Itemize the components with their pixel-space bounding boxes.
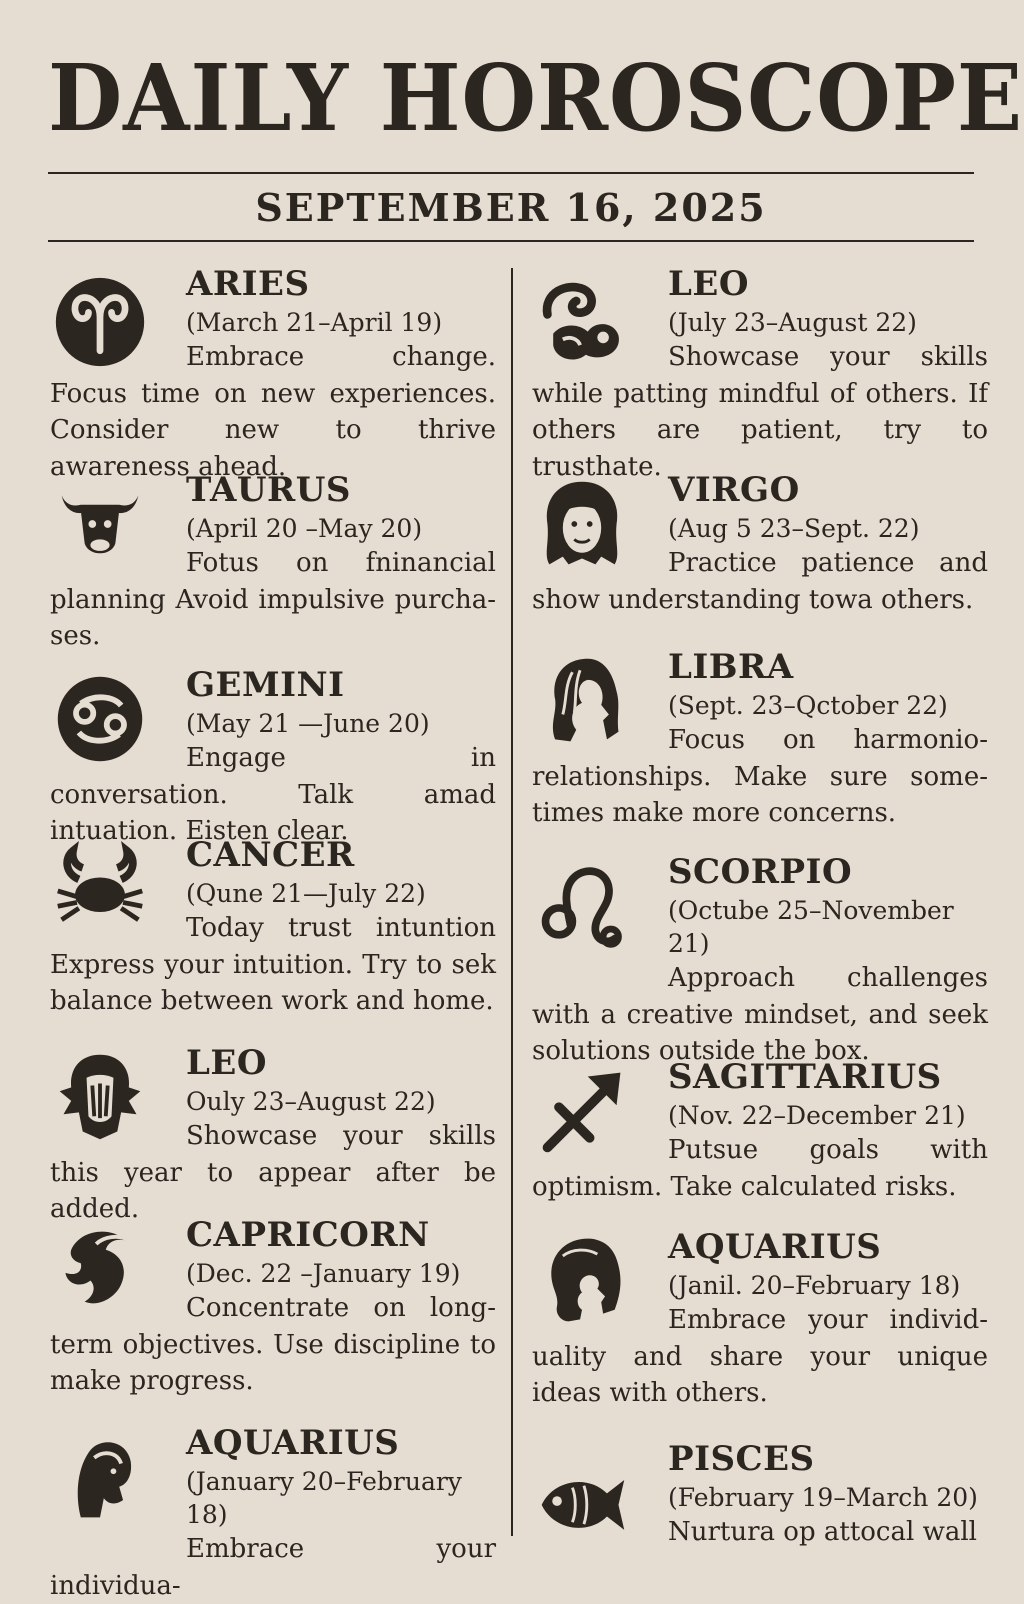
horoscope-entry [50, 833, 496, 1041]
column-divider [511, 268, 513, 1536]
sign-dates: (Sept. 23–Qctober 22) [668, 691, 948, 720]
horoscope-entry [532, 1225, 988, 1437]
left-column [50, 262, 496, 1601]
water-bearer-icon [52, 1429, 148, 1525]
sign-forecast: Concentrate on long-term objectives. Use discipline to make progress. [50, 1293, 496, 1396]
lion-icon [52, 1049, 148, 1145]
sign-forecast: Embrace change. Focus time on new experiences. Consider new to thrive awareness ahead. [50, 342, 496, 482]
sign-name: TAURUS [186, 470, 351, 510]
sign-name: SAGITTARIUS [668, 1057, 942, 1097]
horoscope-entry [50, 468, 496, 663]
sign-dates: (March 21–April 19) [186, 308, 443, 337]
horoscope-entry [50, 1421, 496, 1601]
top-rule [48, 172, 974, 174]
sign-dates: (Aug 5 23–Sept. 22) [668, 514, 920, 543]
sign-name: CANCER [186, 835, 355, 875]
horoscope-entry [50, 1213, 496, 1421]
sign-dates: (Janil. 20–February 18) [668, 1271, 961, 1300]
sign-forecast: Fotus on fninancial planning Avoid impulsive purcha-ses. [50, 548, 496, 651]
sign-name: SCORPIO [668, 852, 853, 892]
sign-forecast: Engage in conversation. Talk amad intuation. Eisten clear. [50, 743, 496, 846]
sign-forecast: Embrace your individua- [50, 1534, 496, 1601]
head-profile-icon [534, 1233, 630, 1329]
sagittarius-arrow-icon [534, 1063, 630, 1159]
sign-dates: (Dec. 22 –January 19) [186, 1259, 461, 1288]
sign-dates: (Qune 21—July 22) [186, 879, 426, 908]
horoscope-entry [532, 645, 988, 850]
sign-dates: (April 20 –May 20) [186, 514, 423, 543]
bottom-rule [48, 240, 974, 242]
sign-name: LEO [668, 264, 749, 304]
sign-forecast: Nurtura op attocal wall [668, 1517, 977, 1547]
sign-forecast: Showcase your skills this year to appear after be added. [50, 1121, 496, 1224]
horoscope-entry [532, 850, 988, 1066]
woman-profile-icon [534, 653, 630, 749]
aries-icon [52, 274, 148, 370]
sign-name: ARIES [186, 264, 310, 304]
sign-forecast: Putsue goals with optimism. Take calculated risks. [532, 1135, 988, 1202]
sign-name: CAPRICORN [186, 1215, 430, 1255]
crab-icon [52, 841, 148, 937]
horoscope-entry [532, 262, 988, 482]
cancer-symbol-icon [52, 671, 148, 767]
maiden-icon [534, 476, 630, 572]
lion-swirl-icon [534, 276, 630, 372]
sign-forecast: Approach challenges with a creative mindset, and seek solutions outside the box. [532, 963, 988, 1066]
horoscope-entry [50, 262, 496, 482]
sign-name: PISCES [668, 1439, 815, 1479]
leo-symbol-icon [534, 858, 630, 954]
sign-name: LEO [186, 1043, 267, 1083]
sign-dates: (Nov. 22–December 21) [668, 1101, 966, 1130]
sign-forecast: Practice patience and show understanding towa others. [532, 548, 988, 615]
horoscope-entry [532, 1437, 988, 1567]
horoscope-entry [532, 1055, 988, 1225]
issue-date: SEPTEMBER 16, 2025 [255, 185, 767, 230]
right-column [532, 262, 988, 1567]
bull-icon [52, 476, 148, 572]
sign-forecast: Embrace your individ-uality and share your unique ideas with others. [532, 1305, 988, 1408]
sign-forecast: Showcase your skills while patting mindful of others. If others are patient, try to trusthate. [532, 342, 988, 482]
sign-name: GEMINI [186, 665, 345, 705]
goat-icon [52, 1221, 148, 1317]
horoscope-entry [50, 663, 496, 846]
sign-forecast: Today trust intuntion Express your intuition. Try to sek balance between work and home. [50, 913, 496, 1016]
horoscope-entry [532, 468, 988, 645]
horoscope-entry [50, 1041, 496, 1224]
page-title: DAILY HOROSCOPE [48, 44, 1024, 152]
sign-dates: (July 23–August 22) [668, 308, 917, 337]
sign-dates: (February 19–March 20) [668, 1483, 978, 1512]
fish-icon [534, 1455, 630, 1551]
sign-name: AQUARIUS [668, 1227, 882, 1267]
sign-name: LIBRA [668, 647, 794, 687]
sign-dates: (January 20–February 18) [186, 1467, 462, 1529]
sign-dates: (Octube 25–November 21) [668, 896, 954, 958]
sign-name: AQUARIUS [186, 1423, 400, 1463]
sign-name: VIRGO [668, 470, 800, 510]
sign-forecast: Focus on harmonio-relationships. Make sure some-times make more concerns. [532, 725, 988, 828]
sign-dates: (May 21 —June 20) [186, 709, 430, 738]
sign-dates: Ouly 23–August 22) [186, 1087, 436, 1116]
